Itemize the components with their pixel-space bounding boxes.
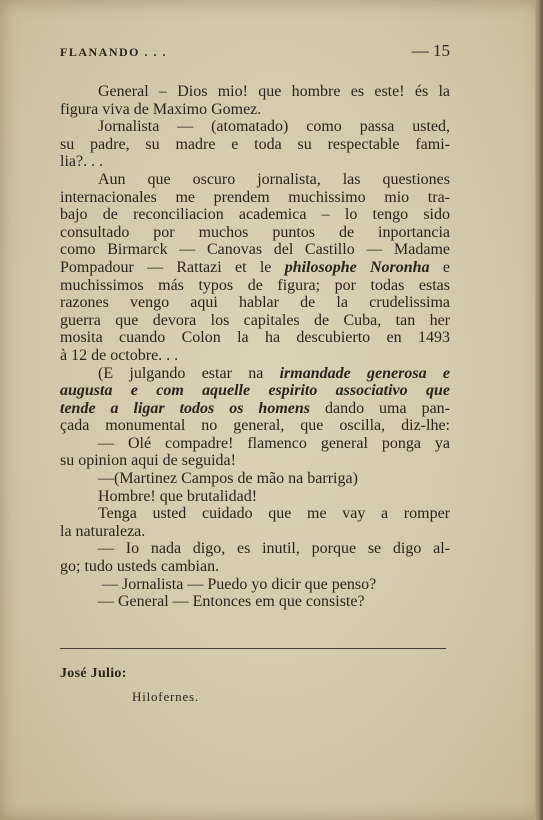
text-run: e — [429, 258, 450, 276]
text-line: — Io nada digo, es inutil, porque se digo al- — [98, 540, 450, 558]
text-line — [60, 259, 450, 277]
text-line: Tenga usted cuidado que me vay a romper — [98, 505, 450, 523]
text-line: Jornalista — (atomatado) como passa usted, — [98, 118, 450, 136]
text-line — [60, 365, 450, 383]
text-line: su opinion aqui de seguida! — [60, 452, 236, 470]
italic-phrase: tende a ligar todos os homens — [60, 399, 310, 417]
signature-pseudonym: Hilofernes. — [132, 689, 199, 704]
text-line: figura viva de Maximo Gomez. — [60, 100, 262, 118]
text-line: go; tudo usteds cambian. — [60, 558, 220, 576]
text-line: Aun que oscuro jornalista, las questiones — [98, 170, 450, 188]
text-line: consultado por muchos puntos de inportancia — [60, 223, 450, 241]
text-run: Pompadour — Rattazi et le — [60, 258, 285, 276]
italic-phrase: philosophe Noronha — [284, 258, 430, 276]
page-spine-shadow — [535, 0, 543, 820]
text-line: bajo de reconciliacion academica – lo tengo sido — [60, 206, 450, 224]
text-line: General – Dios mio! que hombre es este! és la — [98, 83, 450, 100]
text-line: —(Martinez Campos de mão na barriga) — [98, 470, 358, 488]
text-line: razones vengo aqui hablar de la crudelissima — [60, 294, 450, 312]
page-number: — 15 — [411, 41, 450, 60]
text-run: dando uma pan- — [310, 399, 450, 417]
text-line: — Jornalista — Puedo yo dicir que penso? — [102, 575, 377, 593]
section-divider — [60, 648, 446, 649]
text-line: mosita cuando Colon la ha descubierto en 1493 — [60, 329, 450, 347]
text-line: lia?. . . — [60, 153, 104, 171]
text-line: çada monumental no general, que oscilla, diz-lhe: — [60, 417, 450, 435]
text-line: — Olé compadre! flamenco general ponga ya — [98, 434, 450, 452]
text-line: Hombre! que brutalidad! — [98, 487, 258, 505]
text-line — [60, 382, 450, 400]
text-line: la naturaleza. — [60, 522, 146, 540]
text-line: guerra que devora los capitales de Cuba, tan her — [60, 311, 450, 329]
text-line: como Birmarck — Canovas del Castillo — Madame — [60, 241, 450, 259]
text-line: à 12 de octobre. . . — [60, 346, 179, 364]
text-line — [60, 400, 450, 418]
text-run: (E julgando estar na — [98, 364, 280, 382]
text-line: internacionales me prendem muchissimo mio tra- — [60, 188, 450, 206]
running-title: FLANANDO . . . — [60, 45, 167, 59]
text-line: muchissimos más typos de figura; por todas estas — [60, 276, 450, 294]
body-text — [60, 83, 450, 611]
italic-phrase: irmandade generosa e — [279, 364, 450, 382]
signature-author: José Julio: — [60, 666, 127, 681]
italic-phrase: augusta e com aquelle espirito associativo que — [60, 382, 450, 400]
text-line: — General — Entonces em que consiste? — [98, 593, 365, 611]
text-line: su padre, su madre e toda su respectable fami- — [60, 135, 450, 153]
running-head — [60, 43, 450, 61]
